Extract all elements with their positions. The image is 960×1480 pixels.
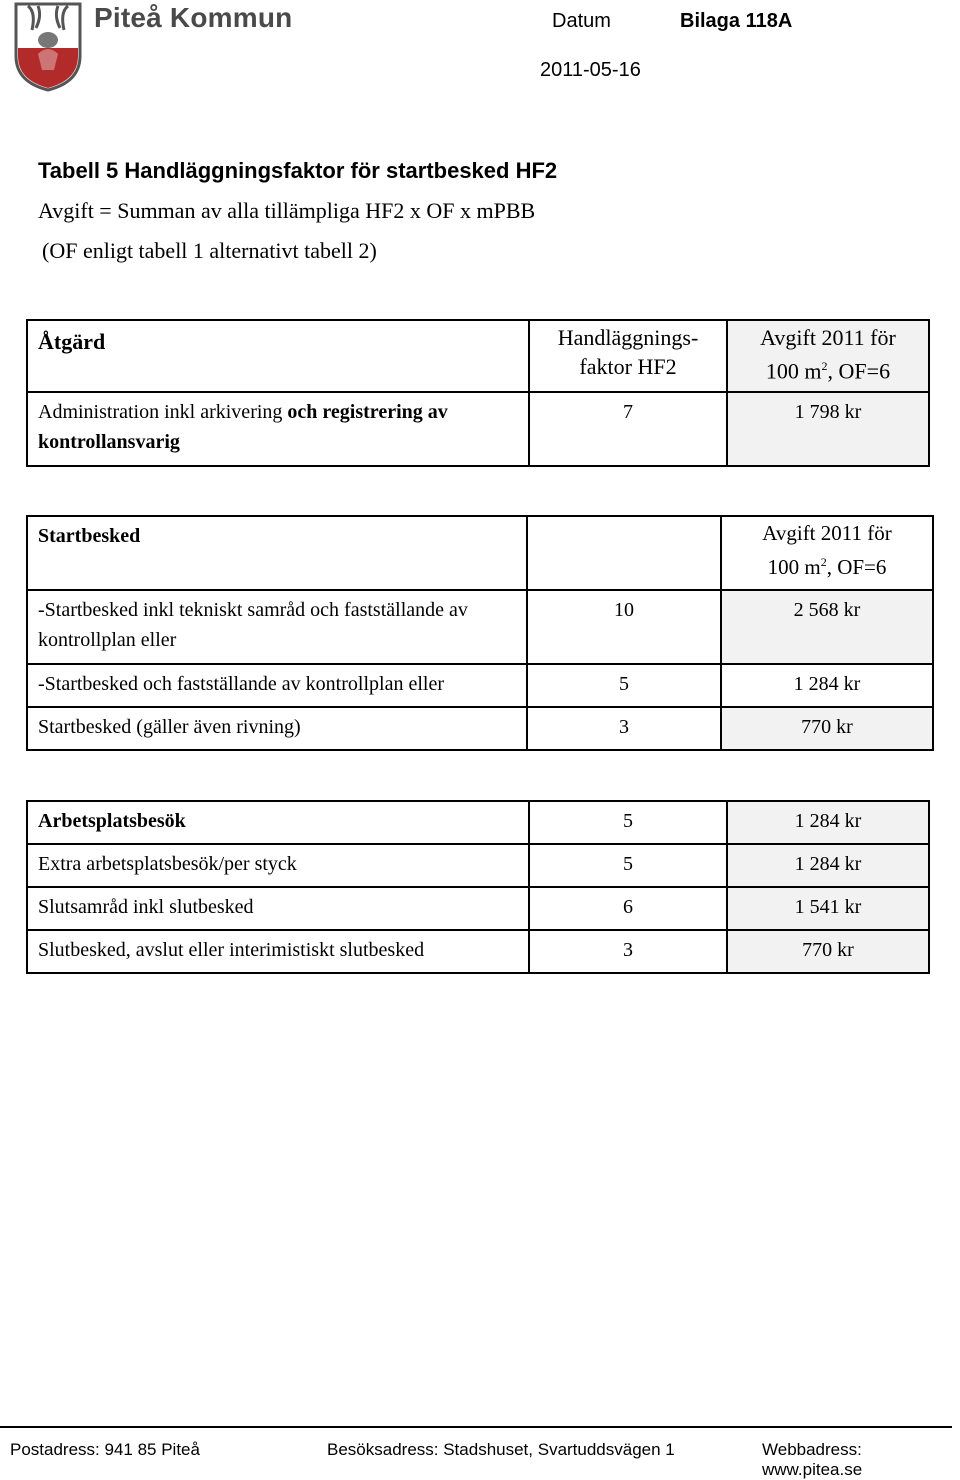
section-header-startbesked: Startbesked [27, 516, 527, 590]
row-fee: 1 541 kr [727, 887, 929, 930]
table-row [27, 844, 929, 887]
footer-web-address: Webbadress: www.pitea.se [762, 1440, 863, 1479]
fee-header-sup: 2 [821, 359, 828, 373]
footer-divider [0, 1426, 952, 1428]
table-row [27, 590, 933, 664]
footer-postal-address: Postadress: 941 85 Piteå [10, 1440, 200, 1459]
row-description: Slutsamråd inkl slutbesked [27, 887, 529, 930]
fee-header-line1: Avgift 2011 för [762, 521, 892, 545]
footer-visiting-address: Besöksadress: Stadshuset, Svartuddsvägen 1 [327, 1440, 675, 1459]
formula-note: (OF enligt tabell 1 alternativt tabell 2) [42, 238, 377, 263]
table-site-visits [26, 800, 930, 974]
table-startbesked [26, 515, 934, 751]
fee-header-sup: 2 [820, 555, 827, 569]
table-administration [26, 319, 930, 467]
row-factor: 5 [529, 844, 727, 887]
row-description [27, 392, 529, 466]
row-description: Extra arbetsplatsbesök/per styck [27, 844, 529, 887]
fee-header-area: 100 m [765, 358, 822, 384]
attachment-number: Bilaga 118A [680, 10, 793, 32]
row-factor: 5 [529, 801, 727, 844]
date-label: Datum [552, 10, 611, 32]
table-row [27, 392, 929, 466]
row-fee: 770 kr [721, 707, 933, 750]
row-fee: 1 798 kr [727, 392, 929, 466]
fee-header-area: 100 m [767, 555, 821, 579]
row-description: -Startbesked och fastställande av kontrollplan eller [27, 664, 527, 707]
row-description [27, 590, 527, 664]
row-description: Startbesked (gäller även rivning) [27, 707, 527, 750]
row-fee: 1 284 kr [727, 844, 929, 887]
table-row [27, 707, 933, 750]
factor-header-line1: Handläggnings- [557, 325, 699, 350]
document-date: 2011-05-16 [540, 59, 641, 81]
fee-header-of: , OF=6 [826, 555, 887, 579]
row-text-line2: kontrollplan eller [38, 629, 177, 651]
row-text-part2: och registrering av [287, 401, 448, 423]
row-fee: 770 kr [727, 930, 929, 973]
table-title: Tabell 5 Handläggningsfaktor för startbesked HF2 [38, 158, 558, 183]
row-factor: 6 [529, 887, 727, 930]
row-description: Slutbesked, avslut eller interimistiskt slutbesked [27, 930, 529, 973]
row-fee: 1 284 kr [721, 664, 933, 707]
empty-header-cell [527, 516, 721, 590]
table-row [27, 930, 929, 973]
row-factor: 5 [527, 664, 721, 707]
fee-formula: Avgift = Summan av alla tillämpliga HF2 x OF x mPBB [38, 198, 536, 223]
pitea-coat-of-arms-logo [12, 0, 84, 92]
fee-header-of: , OF=6 [827, 358, 891, 384]
row-description: Arbetsplatsbesök [27, 801, 529, 844]
row-factor: 3 [527, 707, 721, 750]
row-text-part3: kontrollansvarig [38, 431, 180, 453]
row-text-part1: Administration inkl arkivering [38, 401, 288, 423]
table-row [27, 887, 929, 930]
table-row [27, 664, 933, 707]
organization-name: Piteå Kommun [94, 2, 293, 33]
fee-header-line1: Avgift 2011 för [760, 325, 896, 350]
row-fee: 2 568 kr [721, 590, 933, 664]
column-header-fee [721, 516, 933, 590]
column-header-factor [529, 320, 727, 392]
row-fee: 1 284 kr [727, 801, 929, 844]
table-row [27, 801, 929, 844]
row-factor: 3 [529, 930, 727, 973]
column-header-action: Åtgärd [27, 320, 529, 392]
row-factor: 7 [529, 392, 727, 466]
column-header-fee [727, 320, 929, 392]
table-header-row [27, 516, 933, 590]
factor-header-line2: faktor HF2 [579, 354, 677, 379]
table-header-row [27, 320, 929, 392]
row-text-line1: -Startbesked inkl tekniskt samråd och fastställande av [38, 599, 468, 621]
row-factor: 10 [527, 590, 721, 664]
